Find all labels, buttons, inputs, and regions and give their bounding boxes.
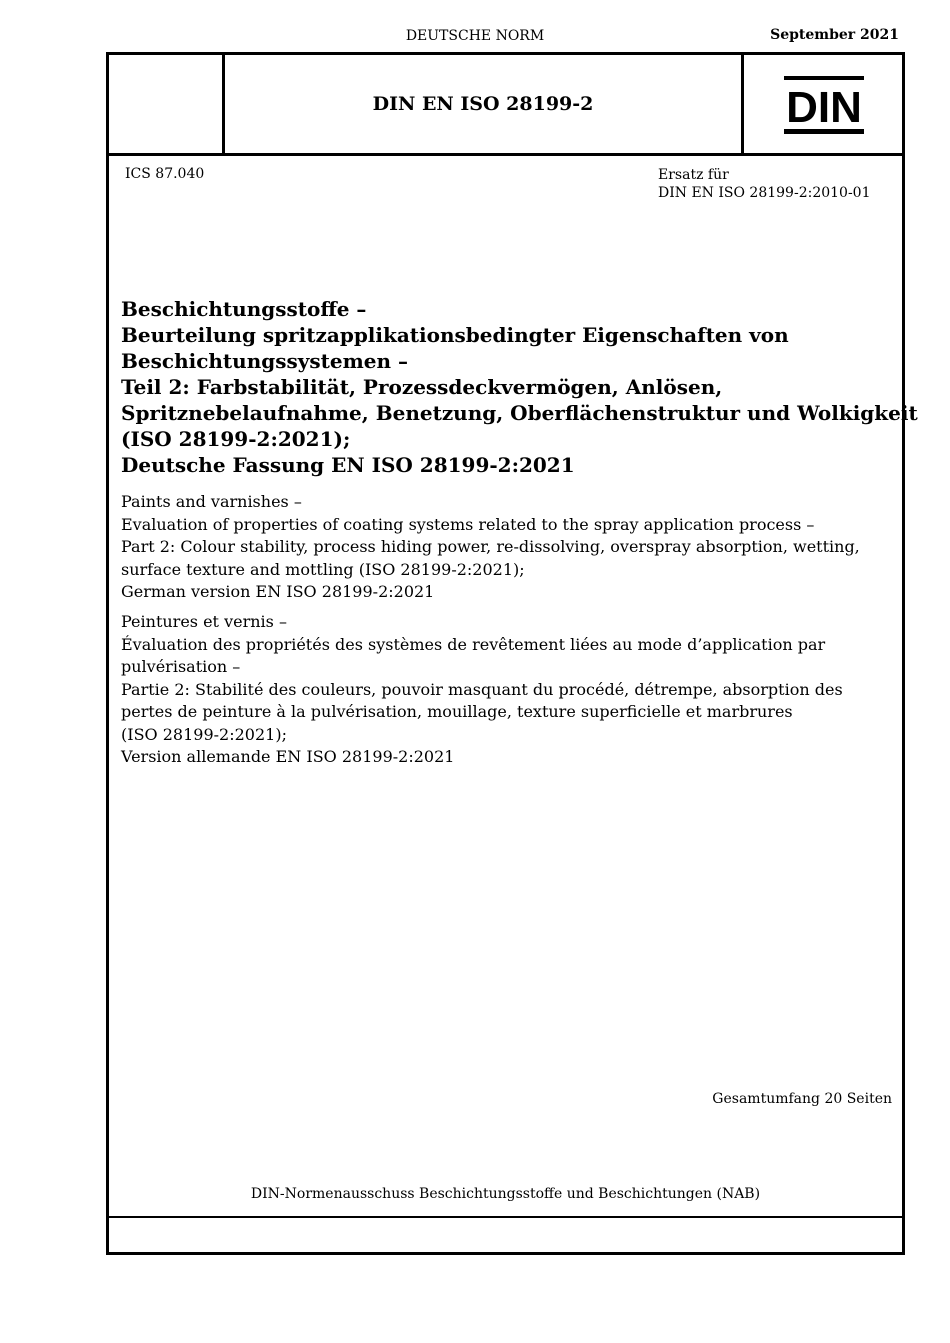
title-fr-line: Version allemande EN ISO 28199-2:2021 xyxy=(121,747,455,766)
title-en-line: Evaluation of properties of coating systems related to the spray application process – xyxy=(121,514,815,534)
title-en-line: Part 2: Colour stability, process hiding power, re-dissolving, overspray absorption, wetting, xyxy=(121,537,860,556)
title-fr-line: Peintures et vernis – xyxy=(121,612,287,631)
title-german xyxy=(121,296,918,478)
publication-date: September 2021 xyxy=(770,27,899,43)
title-de-line: Beschichtungsstoffe – xyxy=(121,297,367,321)
title-french xyxy=(121,611,891,769)
replaces-value: DIN EN ISO 28199-2:2010-01 xyxy=(658,185,871,201)
title-de-line: Spritznebelaufnahme, Benetzung, Oberflächenstruktur und Wolkigkeit xyxy=(121,401,918,425)
footer-divider xyxy=(109,1216,902,1218)
title-en-line: German version EN ISO 28199-2:2021 xyxy=(121,582,435,601)
title-fr-line: (ISO 28199-2:2021); xyxy=(121,724,287,744)
title-de-line: Teil 2: Farbstabilität, Prozessdeckvermögen, Anlösen, xyxy=(121,375,723,399)
din-logo xyxy=(784,76,864,134)
standards-committee: DIN-Normenausschuss Beschichtungsstoffe und Beschichtungen (NAB) xyxy=(250,1186,761,1202)
title-de-line: (ISO 28199-2:2021); xyxy=(121,427,351,451)
header-row xyxy=(109,55,902,156)
title-en-line: surface texture and mottling (ISO 28199-2:2021); xyxy=(121,559,525,579)
title-fr-line: Partie 2: Stabilité des couleurs, pouvoir masquant du procédé, détrempe, absorption des xyxy=(121,679,843,699)
title-de-line: Beschichtungssystemen – xyxy=(121,349,408,373)
title-fr-line: Évaluation des propriétés des systèmes de revêtement liées au mode d’application par xyxy=(121,634,826,654)
total-pages: Gesamtumfang 20 Seiten xyxy=(712,1091,892,1107)
replaces-block xyxy=(658,166,871,202)
title-fr-line: pulvérisation – xyxy=(121,657,241,676)
title-en-line: Paints and varnishes – xyxy=(121,492,302,511)
din-logo-text: DIN xyxy=(786,83,862,132)
norm-type-label: DEUTSCHE NORM xyxy=(405,28,545,44)
document-frame xyxy=(106,52,918,1255)
header-divider-right xyxy=(741,55,744,153)
title-de-line: Deutsche Fassung EN ISO 28199-2:2021 xyxy=(121,453,575,477)
replaces-label: Ersatz für xyxy=(658,167,729,183)
title-de-line: Beurteilung spritzapplikationsbedingter Eigenschaften von xyxy=(121,323,789,347)
title-english xyxy=(121,491,891,604)
standard-number: DIN EN ISO 28199-2 xyxy=(372,93,594,115)
ics-code: ICS 87.040 xyxy=(125,166,205,182)
title-fr-line: pertes de peinture à la pulvérisation, mouillage, texture superficielle et marbrures xyxy=(121,702,793,721)
